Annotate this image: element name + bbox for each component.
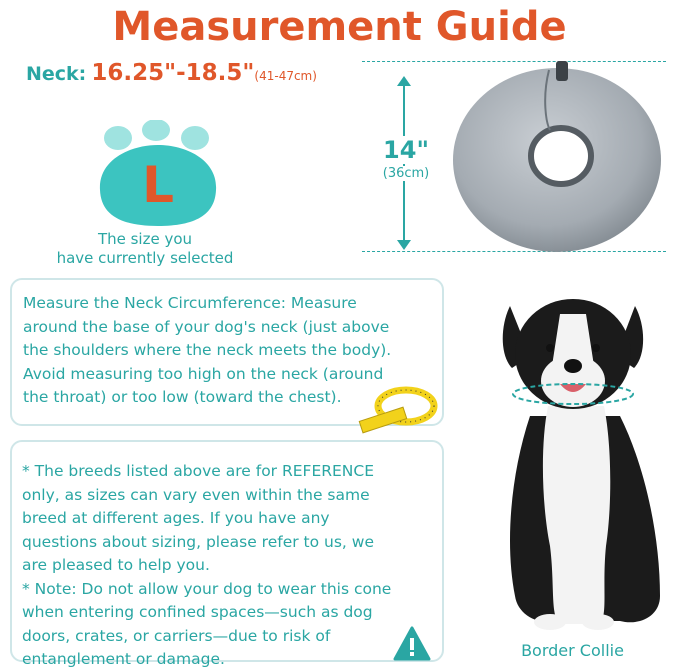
cone-height-value: 14"	[366, 136, 446, 164]
neck-metric: (41-47cm)	[254, 69, 317, 83]
border-collie-image	[470, 296, 675, 636]
reference-note-box	[10, 440, 444, 668]
arrow-down-icon	[397, 240, 411, 250]
neck-size-row	[26, 60, 317, 86]
size-caption: The size you have currently selected	[56, 230, 234, 267]
paw-size-badge-icon	[80, 120, 240, 230]
measuring-tape-icon	[356, 384, 442, 436]
inflatable-cone-image	[446, 58, 668, 254]
dog-breed-caption: Border Collie	[521, 641, 624, 660]
page-title: Measurement Guide	[112, 4, 567, 50]
measure-instructions-text: Measure the Neck Circumference: Measure around the base of your dog's neck (just above the shoulders where the neck meets the body). Avoid measuring too high on the neck (around the throat) or too low (toward the chest).	[23, 294, 392, 406]
reference-note-text: * The breeds listed above are for REFERENCE only, as sizes can vary even within the same breed at different ages. If you have any questions about sizing, please refer to us, we are pleased to help you. * Note: Do not allow your dog to wear this cone when entering confined spaces—such as dog doors, crates, or carriers—due to risk of entanglement or damage.	[22, 462, 392, 668]
cone-height-metric: (36cm)	[366, 166, 446, 181]
neck-label: Neck:	[26, 63, 87, 85]
size-letter: L	[142, 156, 174, 214]
neck-value: 16.25"-18.5"	[91, 60, 255, 86]
warning-icon	[393, 626, 431, 662]
arrow-up-icon	[397, 76, 411, 86]
